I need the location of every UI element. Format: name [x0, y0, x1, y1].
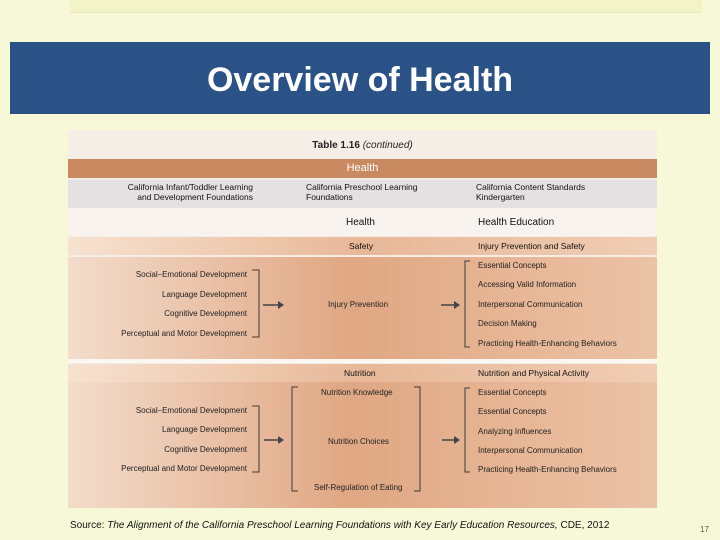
right-item: Essential Concepts: [478, 388, 547, 397]
subheader-row: [68, 208, 657, 236]
right-item: Essential Concepts: [478, 407, 547, 416]
safety-brackets: [68, 257, 657, 359]
arrow-left-to-middle: [263, 301, 284, 309]
middle-item: Nutrition Knowledge: [321, 388, 393, 397]
middle-right-bracket: [414, 387, 420, 491]
right-item: Interpersonal Communication: [478, 300, 583, 309]
table-caption-note: (continued): [362, 140, 413, 151]
right-bracket: [465, 261, 470, 347]
source-citation: [70, 520, 609, 531]
left-item: Social–Emotional Development: [135, 270, 247, 279]
section-body-nutrition: [68, 382, 657, 508]
arrow-middle-to-right: [441, 301, 460, 309]
table-caption-number: Table 1.16: [312, 140, 360, 151]
source-suffix: CDE, 2012: [560, 520, 610, 531]
section-title-nutrition: Nutrition: [344, 368, 376, 378]
section-title-safety: Safety: [349, 241, 374, 251]
middle-left-bracket: [292, 387, 298, 491]
right-item: Interpersonal Communication: [478, 446, 583, 455]
left-item: Cognitive Development: [164, 445, 247, 454]
right-item: Practicing Health-Enhancing Behaviors: [478, 339, 617, 348]
right-item: Analyzing Influences: [478, 427, 552, 436]
source-title: The Alignment of the California Preschool Learning Foundations with Key Early Education Resources,: [107, 520, 558, 531]
right-item: Accessing Valid Information: [478, 280, 577, 289]
subheader-health: Health: [346, 217, 375, 228]
right-bracket: [465, 388, 470, 472]
left-item: Perceptual and Motor Development: [121, 329, 247, 338]
section-right-title-safety: Injury Prevention and Safety: [478, 241, 585, 251]
middle-item: Self-Regulation of Eating: [314, 483, 403, 492]
left-bracket: [252, 270, 259, 337]
section-right-title-nutrition: Nutrition and Physical Activity: [478, 368, 590, 378]
column-header-kindergarten: California Content Standards Kindergarten: [476, 182, 586, 202]
left-item: Social–Emotional Development: [135, 406, 247, 415]
left-item: Perceptual and Motor Development: [121, 464, 247, 473]
left-item: Language Development: [162, 425, 247, 434]
column-headers: [68, 180, 657, 208]
left-bracket: [252, 406, 259, 472]
slide-title: Overview of Health: [206, 61, 514, 99]
title-bar: [10, 42, 710, 114]
column-header-infant: California Infant/Toddler Learning and Development Foundations: [127, 182, 253, 202]
page-number: 17: [700, 525, 709, 534]
arrow-left-to-middle: [264, 436, 284, 444]
section-bar-nutrition: [68, 364, 657, 382]
right-item: Practicing Health-Enhancing Behaviors: [478, 465, 617, 474]
column-header-preschool: California Preschool Learning Foundations: [306, 182, 418, 202]
table-caption: [68, 140, 657, 151]
right-item: Decision Making: [478, 319, 537, 328]
section-body-safety: [68, 257, 657, 359]
arrow-middle-to-right: [442, 436, 460, 444]
section-bar-safety: [68, 237, 657, 255]
top-band: [70, 0, 702, 13]
subheader-health-education: Health Education: [478, 217, 555, 228]
middle-item: Nutrition Choices: [328, 437, 389, 446]
nutrition-brackets: [68, 382, 657, 508]
left-item: Language Development: [162, 290, 247, 299]
left-item: Cognitive Development: [164, 309, 247, 318]
right-item: Essential Concepts: [478, 261, 547, 270]
source-prefix: Source:: [70, 520, 105, 531]
table-header: Health: [346, 162, 379, 174]
table-figure: [68, 130, 657, 508]
section-divider: [68, 359, 657, 363]
middle-item: Injury Prevention: [328, 300, 389, 309]
table-header-bar: [68, 159, 657, 178]
